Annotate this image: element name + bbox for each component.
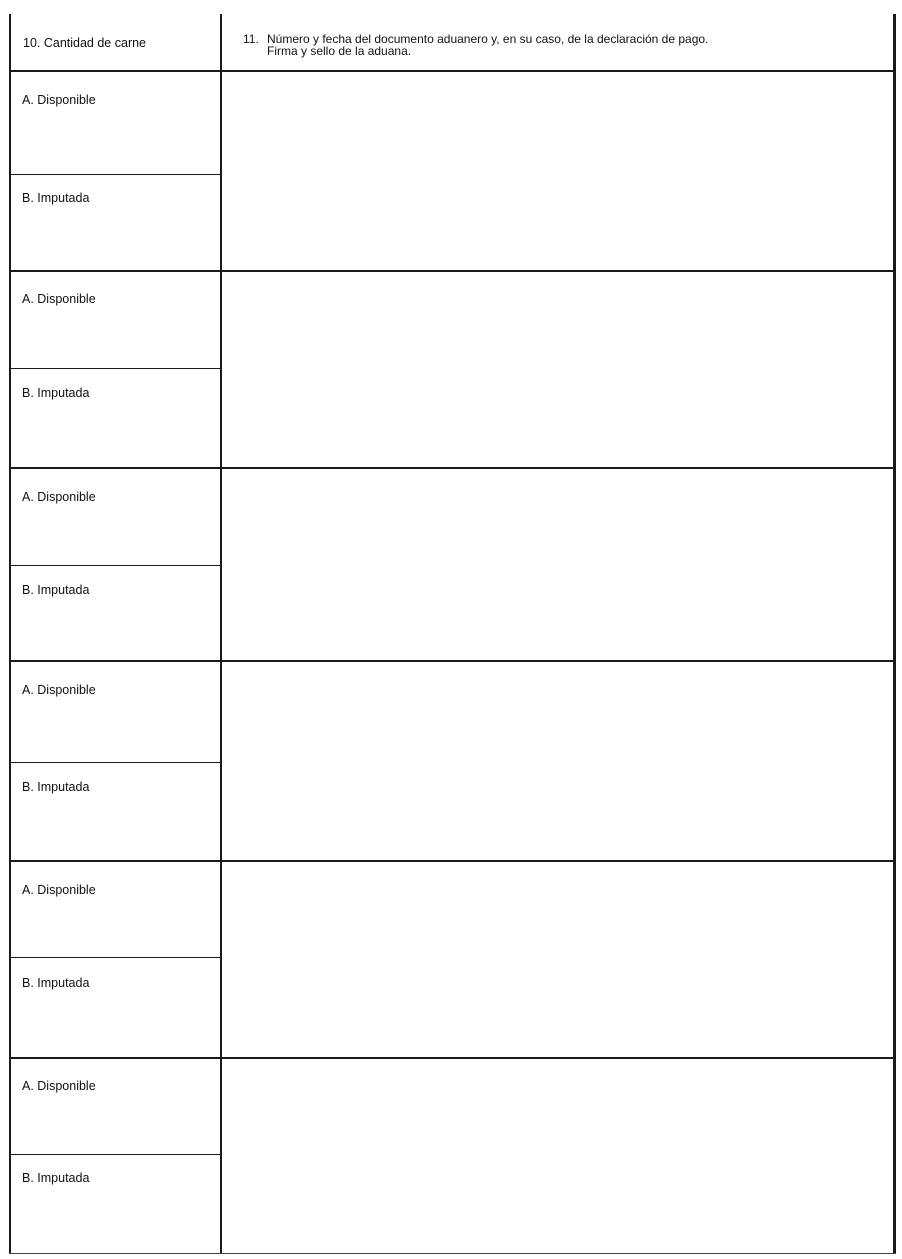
row-3-available-label: A. Disponible	[22, 490, 96, 504]
customs-document-entry-4[interactable]	[223, 662, 892, 859]
customs-form-table	[9, 14, 896, 1254]
table-bottom-border	[9, 1253, 896, 1254]
subrow-separator	[9, 1154, 222, 1155]
customs-document-entry-3[interactable]	[223, 469, 892, 659]
subrow-separator	[9, 174, 222, 175]
column-11-header-line2: Firma y sello de la aduana.	[267, 44, 412, 58]
row-1-available-label: A. Disponible	[22, 93, 96, 107]
customs-document-entry-2[interactable]	[223, 272, 892, 466]
column-11-header	[243, 33, 708, 57]
row-5-available-label: A. Disponible	[22, 883, 96, 897]
row-5-assigned-label: B. Imputada	[22, 976, 90, 990]
column-11-number: 11.	[243, 32, 259, 46]
table-right-border	[893, 14, 896, 1254]
column-10-header: 10. Cantidad de carne	[23, 36, 147, 50]
row-3-assigned-label: B. Imputada	[22, 583, 90, 597]
row-4-available-label: A. Disponible	[22, 683, 96, 697]
customs-document-entry-6[interactable]	[223, 1059, 892, 1253]
subrow-separator	[9, 565, 222, 566]
subrow-separator	[9, 368, 222, 369]
table-left-border	[9, 14, 11, 1254]
row-2-assigned-label: B. Imputada	[22, 386, 90, 400]
subrow-separator	[9, 762, 222, 763]
customs-document-entry-1[interactable]	[223, 72, 892, 269]
row-6-available-label: A. Disponible	[22, 1079, 96, 1093]
subrow-separator	[9, 957, 222, 958]
column-divider	[220, 14, 222, 1254]
row-4-assigned-label: B. Imputada	[22, 780, 90, 794]
column-11-header-line1: Número y fecha del documento aduanero y, en su caso, de la declaración de pago.	[267, 32, 709, 46]
row-6-assigned-label: B. Imputada	[22, 1171, 90, 1185]
customs-document-entry-5[interactable]	[223, 862, 892, 1056]
row-1-assigned-label: B. Imputada	[22, 191, 90, 205]
row-2-available-label: A. Disponible	[22, 292, 96, 306]
